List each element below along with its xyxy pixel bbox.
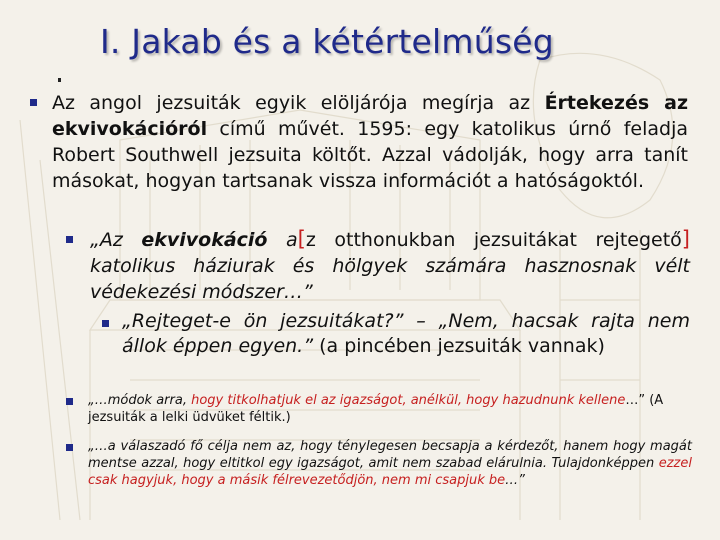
q1-text-a: „Az [90,229,142,251]
bullet-square-icon [102,320,109,327]
quote-valaszado [88,438,692,489]
stray-dot [58,78,61,82]
bullet-square-icon [30,99,37,106]
q2-quote: „Rejteget-e ön jezsuitákat?” – „Nem, hacsak rajta nem állok éppen egyen.” [122,310,690,357]
p1-bold: Értekezés az ekvivokációról [52,92,688,140]
q1-text-b: a [267,229,298,251]
q1-text-c: katolikus háziurak és hölgyek számára hasznosnak vélt védekezési módszer…” [90,255,690,303]
s1-text-a: „…módok arra, [88,393,192,408]
q1-inner: z otthonukban jezsuitákat rejtegető [305,229,682,251]
p1-text-b: című művét. 1595: egy katolikus úrnő feladja Robert Southwell jezsuita költőt. Azzal vádolják, hogy arra tanít másokat, hogyan tartsanak vissza információt a hatóságoktól. [52,118,688,192]
s2-red: ezzel csak hagyjuk, hogy a másik félrevezetődjön, nem mi csapjuk be [88,456,692,488]
q2-note: (a pincében jezsuiták vannak) [313,335,605,357]
quote-modok [88,392,692,426]
paragraph-main [52,90,688,194]
s2-text-a: „…a válaszadó fő célja nem az, hogy ténylegesen becsapja a kérdezőt, hanem hogy magát mentse azzal, hogy eltitkol egy igazságot, amit nem szabad elárulnia. Tulajdonképpen [88,439,692,471]
q1-close-bracket: ] [681,227,690,251]
s2-text-b: …” [505,473,525,488]
slide-title: I. Jakab és a kétértelműség [100,22,554,61]
q1-bold: ekvivokáció [141,229,268,251]
bullet-square-icon [66,444,73,451]
bullet-square-icon [66,236,73,243]
p1-text-a: Az angol jezsuiták egyik elöljárója megírja az [52,92,545,114]
quote-rejteget [122,309,690,359]
s1-text-b: …” (A jezsuiták a lelki üdvüket féltik.) [88,393,664,425]
quote-ekvivokacio [90,226,690,305]
s1-red: hogy titkolhatjuk el az igazságot, anélkül, hogy hazudnunk kellene [191,393,626,408]
q1-open-bracket: [ [297,227,306,251]
bullet-square-icon [66,398,73,405]
